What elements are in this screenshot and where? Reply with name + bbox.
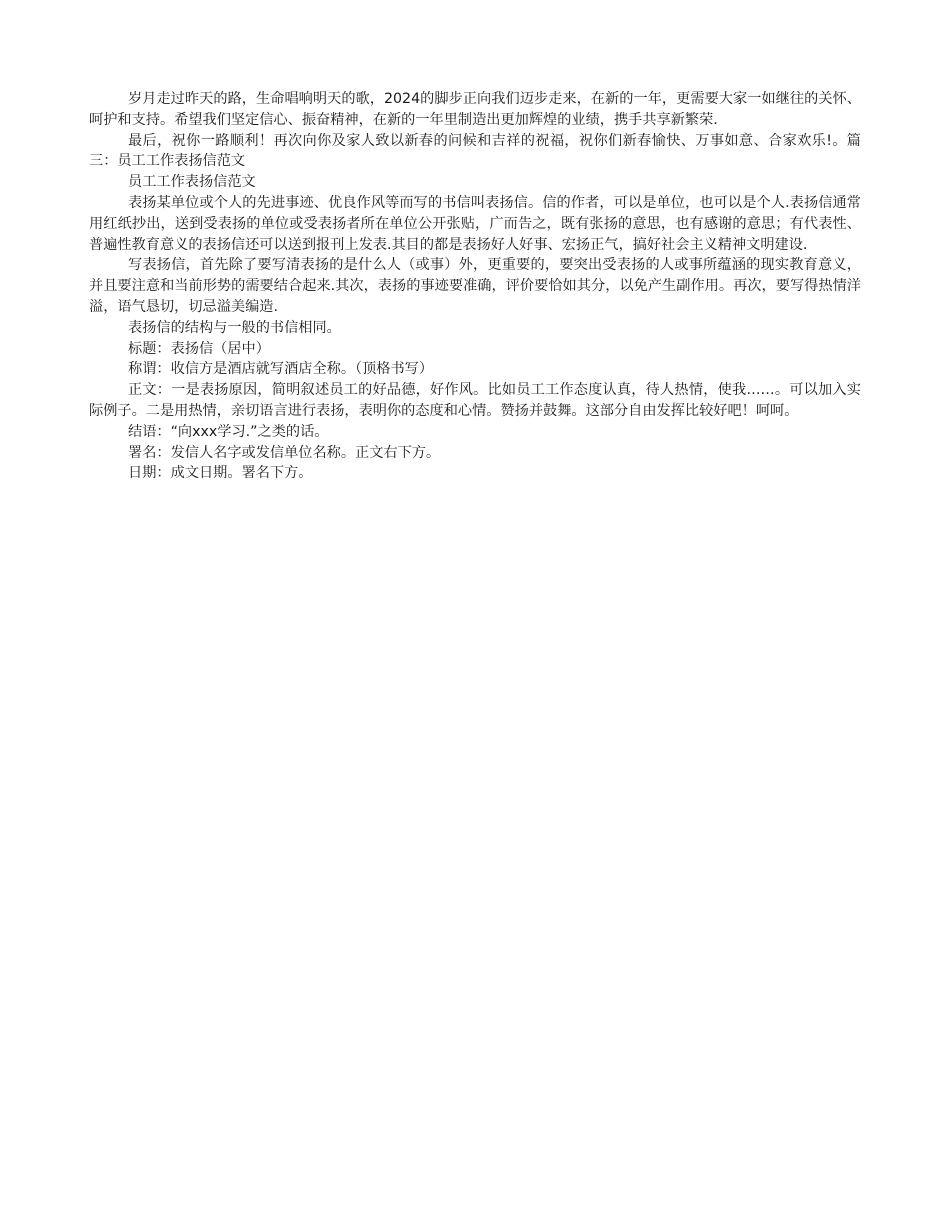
paragraph-body-rule: 正文：一是表扬原因，简明叙述员工的好品德，好作风。比如员工工作态度认真，待人热情，使我……。可以加入实际例子。二是用热情，亲切语言进行表扬，表明你的态度和心情。赞扬并鼓舞。这部分自由发挥比较好吧！呵呵。 [89, 382, 861, 419]
paragraph-title-rule: 标题：表扬信（居中） [128, 340, 270, 357]
paragraph-signature-rule: 署名：发信人名字或发信单位名称。正文右下方。 [128, 444, 441, 461]
paragraph-date-rule: 日期：成文日期。署名下方。 [128, 465, 313, 482]
paragraph-new-year-wishes: 岁月走过昨天的路，生命唱响明天的歌，2024的脚步正向我们迈步走来，在新的一年，更需要大家一如继往的关怀、呵护和支持。希望我们坚定信心、振奋精神，在新的一年里制造出更加辉煌的业绩，携手共享新繁荣. [89, 91, 861, 128]
paragraph-section-title: 员工工作表扬信范文 [128, 174, 256, 191]
paragraph-structure: 表扬信的结构与一般的书信相同。 [128, 319, 341, 336]
paragraph-salutation-rule: 称谓：收信方是酒店就写酒店全称。（顶格书写） [128, 361, 434, 378]
paragraph-definition: 表扬某单位或个人的先进事迹、优良作风等而写的书信叫表扬信。信的作者，可以是单位，也可以是个人.表扬信通常用红纸抄出，送到受表扬的单位或受表扬者所在单位公开张贴，广而告之，既有张扬的意思，也有感谢的意思；有代表性、普遍性教育意义的表扬信还可以送到报刊上发表.其目的都是表扬好人好事、宏扬正气，搞好社会主义精神文明建设. [89, 194, 861, 253]
paragraph-conclusion-rule: 结语：“向xxx学习.”之类的话。 [128, 423, 329, 440]
document-body [89, 89, 861, 484]
paragraph-closing-blessing: 最后，祝你一路顺利！再次向你及家人致以新春的问候和吉祥的祝福，祝你们新春愉快、万事如意、合家欢乐!。篇三：员工工作表扬信范文 [89, 132, 861, 170]
paragraph-writing-guidance: 写表扬信，首先除了要写清表扬的是什么人（或事）外，更重要的，要突出受表扬的人或事所蕴涵的现实教育意义，并且要注意和当前形势的需要结合起来.其次，表扬的事迹要准确，评价要恰如其分，以免产生副作用。再次，要写得热情洋溢，语气恳切，切忌溢美编造. [89, 257, 861, 315]
